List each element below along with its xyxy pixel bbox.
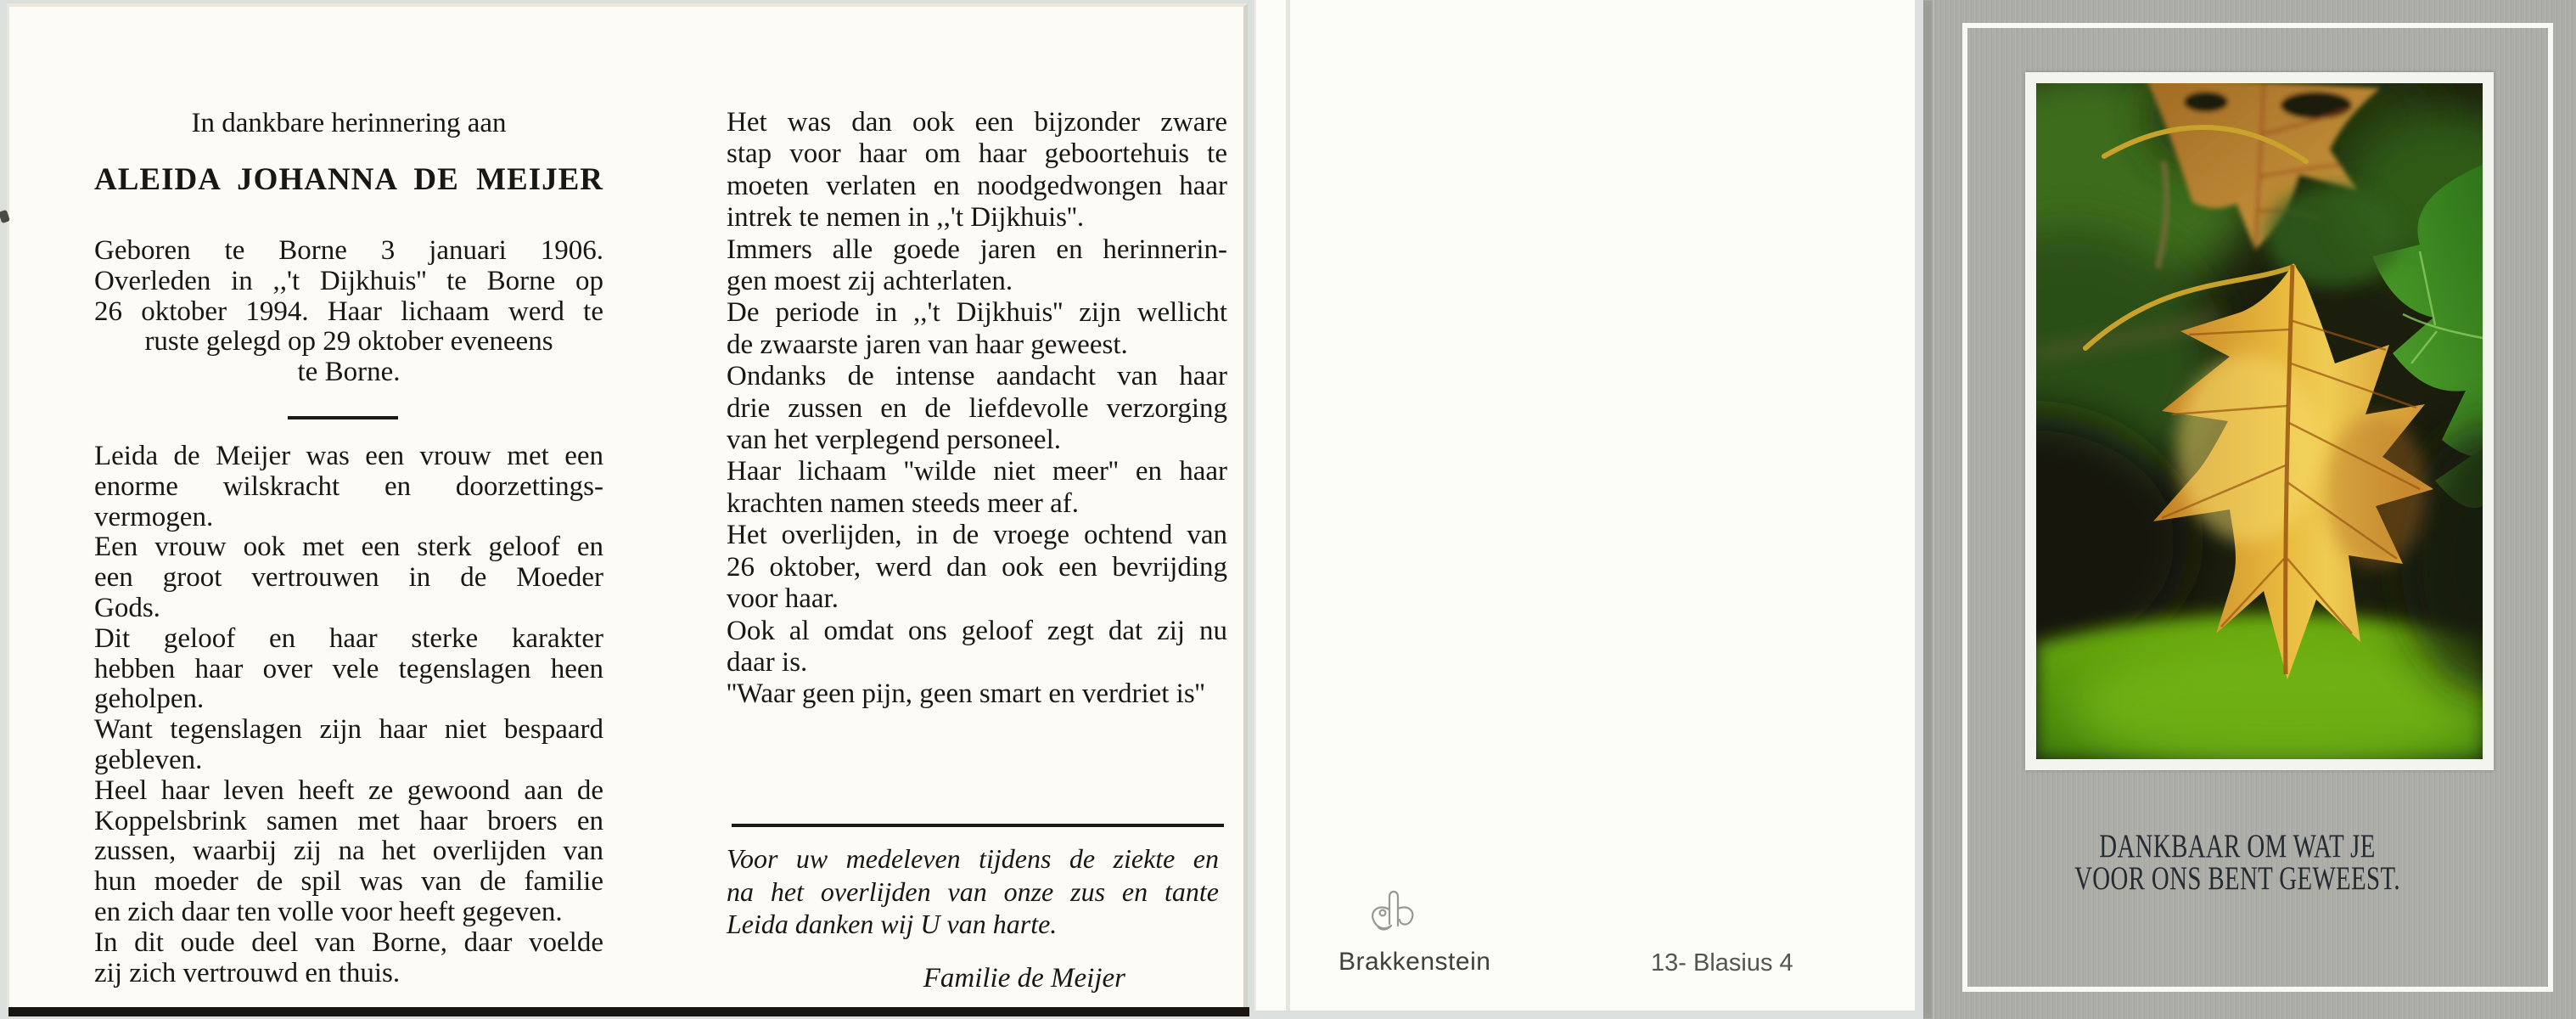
birth-death-paragraph	[94, 236, 603, 388]
text-line: enorme wilskracht en doorzettings-	[94, 470, 603, 502]
biography-paragraphs	[727, 107, 1227, 711]
text-line: Haar lichaam ''wilde niet meer'' en haar	[727, 456, 1227, 487]
text-line: Want tegenslagen zijn haar niet bespaard	[94, 714, 603, 746]
card-back-panel	[1254, 0, 1915, 1011]
photo-mat	[2025, 72, 2494, 770]
paragraph	[94, 715, 603, 776]
text-line: Het overlijden, in de vroege ochtend van	[727, 520, 1227, 551]
text-line: krachten namen steeds meer af.	[727, 487, 1080, 519]
family-signature: Familie de Meijer	[923, 963, 1125, 994]
text-line: Overleden in ,,'t Dijkhuis'' te Borne op	[94, 265, 603, 296]
text-line: zussen, waarbij zij na het overlijden van	[94, 836, 603, 867]
text-line: Koppelsbrink samen met haar broers en	[94, 805, 603, 836]
text-line: Een vrouw ook met een sterk geloof en	[94, 532, 603, 563]
family-thanks-paragraph	[727, 842, 1219, 941]
paragraph	[727, 616, 1227, 679]
text-line: de zwaarste jaren van haar geweest.	[727, 329, 1128, 360]
text-line: 26 oktober, werd dan ook een bevrijding	[727, 551, 1227, 583]
text-line: Leida danken wij U van harte.	[727, 909, 1058, 939]
text-line: Ondanks de intense aandacht van haar	[727, 361, 1227, 392]
text-line: vermogen.	[94, 501, 214, 532]
text-line: Heel haar leven heeft ze gewoond aan de	[94, 774, 603, 806]
text-line: In dit oude deel van Borne, daar voelde	[94, 926, 603, 958]
scan-edge-shadow	[8, 1007, 1249, 1016]
cover-caption	[2062, 830, 2413, 895]
text-line: en zich daar ten volle voor heeft gegeven.	[94, 896, 563, 927]
text-line: moeten verlaten en noodgedwongen haar	[727, 170, 1227, 201]
biography-paragraphs	[94, 442, 603, 988]
paragraph	[727, 520, 1227, 615]
text-line: Ook al omdat ons geloof zegt dat zij nu	[727, 615, 1227, 646]
text-line: hun moeder de spil was van de familie	[94, 866, 603, 898]
publisher-name: Brakkenstein	[1339, 948, 1491, 976]
paragraph	[94, 776, 603, 928]
closing-quote	[727, 678, 1227, 710]
card-cover	[1923, 0, 2576, 1019]
paragraph	[94, 928, 603, 989]
text-line: te Borne.	[297, 357, 401, 388]
text-line: na het overlijden van onze zus en tante	[727, 875, 1219, 907]
text-line: van het verplegend personeel.	[727, 425, 1062, 456]
divider-rule	[288, 416, 398, 419]
paragraph	[727, 107, 1227, 234]
text-line: Geboren te Borne 3 januari 1906.	[94, 235, 603, 266]
text-line: daar is.	[727, 646, 808, 678]
series-number: 13- Blasius 4	[1651, 949, 1793, 977]
autumn-leaves-illustration	[2036, 83, 2483, 759]
text-line: Het was dan ook een bijzonder zware	[727, 107, 1227, 138]
text-line: ruste gelegd op 29 oktober eveneens	[144, 326, 553, 357]
paragraph	[727, 361, 1227, 456]
text-line: DANKBAAR OM WAT JE	[2099, 828, 2376, 864]
text-line: ''Waar geen pijn, geen smart en verdriet is''	[727, 678, 1205, 710]
deceased-name: ALEIDA JOHANNA DE MEIJER	[94, 162, 603, 197]
autumn-oak-leaves-photo	[2036, 83, 2483, 759]
text-line: Immers alle goede jaren en herinnerin-	[727, 234, 1227, 265]
text-line: gen moest zij achterlaten.	[727, 266, 1013, 297]
text-line: drie zussen en de liefdevolle verzorging	[727, 392, 1227, 424]
text-line: voor haar.	[727, 583, 839, 615]
text-line: De periode in ,,'t Dijkhuis'' zijn wellicht	[727, 297, 1227, 329]
text-line: gebleven.	[94, 744, 203, 775]
text-line: geholpen.	[94, 684, 205, 715]
paragraph	[727, 297, 1227, 361]
fold-line	[1286, 0, 1290, 1011]
text-line: zij zich vertrouwd en thuis.	[94, 957, 401, 988]
text-line: 26 oktober 1994. Haar lichaam werd te	[94, 296, 603, 327]
text-line: intrek te nemen in ,,'t Dijkhuis''.	[727, 202, 1085, 234]
brakkenstein-monogram-icon	[1367, 887, 1418, 946]
memorial-header: In dankbare herinnering aan	[191, 108, 507, 138]
card-spine-edge	[1923, 0, 1934, 1019]
paragraph	[727, 456, 1227, 520]
text-line: een groot vertrouwen in de Moeder	[94, 562, 603, 594]
divider-rule	[732, 824, 1224, 827]
paragraph	[727, 234, 1227, 298]
paragraph	[94, 624, 603, 715]
text-line: hebben haar over vele tegenslagen heen	[94, 653, 603, 684]
text-line: Dit geloof en haar sterke karakter	[94, 622, 603, 654]
text-line: Gods.	[94, 592, 160, 623]
text-line: Voor uw medeleven tijdens de ziekte en	[727, 843, 1219, 874]
text-line: Leida de Meijer was een vrouw met een	[94, 441, 603, 471]
paragraph	[94, 532, 603, 623]
text-line: stap voor haar om haar geboortehuis te	[727, 138, 1227, 170]
text-line: VOOR ONS BENT GEWEEST.	[2074, 860, 2400, 897]
paragraph	[94, 442, 603, 532]
card-inner-left-page	[7, 3, 1248, 1009]
